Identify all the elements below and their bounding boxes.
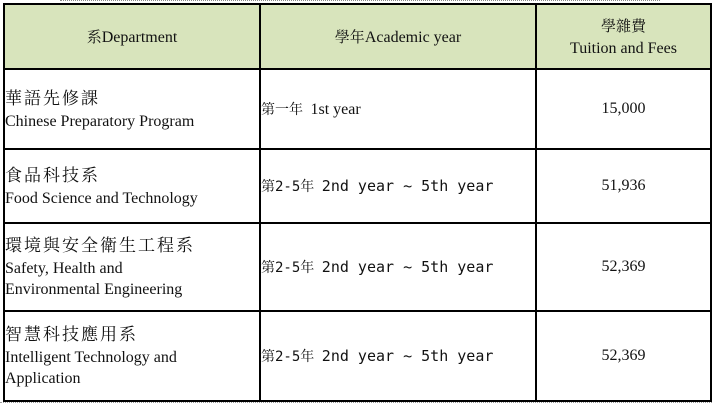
header-department	[4, 4, 260, 69]
year-cn: 第2-5年	[261, 349, 315, 365]
header-department-cn: 系	[86, 28, 102, 46]
year-en: 2nd year ~ 5th year	[321, 347, 494, 365]
year-cn: 第一年	[261, 102, 303, 118]
department-en: Chinese Preparatory Program	[5, 112, 195, 130]
table-row	[4, 223, 711, 311]
year-cell	[260, 69, 536, 149]
header-year-en: Academic year	[364, 29, 462, 46]
department-en-line1: Safety, Health and	[5, 260, 123, 277]
year-en: 2nd year ~ 5th year	[321, 177, 494, 195]
year-cn: 第2-5年	[261, 260, 315, 276]
fee-cell: 15,000	[536, 69, 711, 149]
department-cn: 智慧科技應用系	[5, 325, 138, 345]
department-cell	[4, 149, 260, 223]
table-row	[4, 149, 711, 223]
department-cell	[4, 69, 260, 149]
department-cn: 華語先修課	[5, 88, 100, 109]
fee-cell: 52,369	[536, 223, 711, 311]
year-cell	[260, 149, 536, 223]
department-en: Food Science and Technology	[5, 189, 198, 207]
fee-cell: 51,936	[536, 149, 711, 223]
header-fees-cn: 學雜費	[600, 16, 646, 35]
year-cn: 第2-5年	[261, 179, 315, 195]
header-department-en: Department	[101, 29, 178, 46]
header-academic-year	[260, 4, 536, 69]
table-header-row	[4, 4, 711, 69]
department-en-line2: Application	[5, 370, 81, 387]
table-row	[4, 69, 711, 149]
year-cell	[260, 223, 536, 311]
department-cn: 食品科技系	[5, 165, 100, 186]
table-row	[4, 311, 711, 401]
department-en-line2: Environmental Engineering	[5, 281, 183, 298]
header-tuition-fees	[536, 4, 711, 69]
department-cell	[4, 223, 260, 311]
department-cell	[4, 311, 260, 401]
department-en-line1: Intelligent Technology and	[5, 349, 177, 366]
year-en: 1st year	[310, 101, 361, 118]
bottom-divider	[0, 402, 712, 407]
department-cn: 環境與安全衛生工程系	[5, 236, 195, 256]
year-en: 2nd year ~ 5th year	[321, 258, 494, 276]
header-fees-en: Tuition and Fees	[570, 39, 677, 57]
header-year-cn: 學年	[334, 28, 365, 46]
tuition-fees-table	[3, 3, 712, 402]
year-cell	[260, 311, 536, 401]
fee-cell: 52,369	[536, 311, 711, 401]
